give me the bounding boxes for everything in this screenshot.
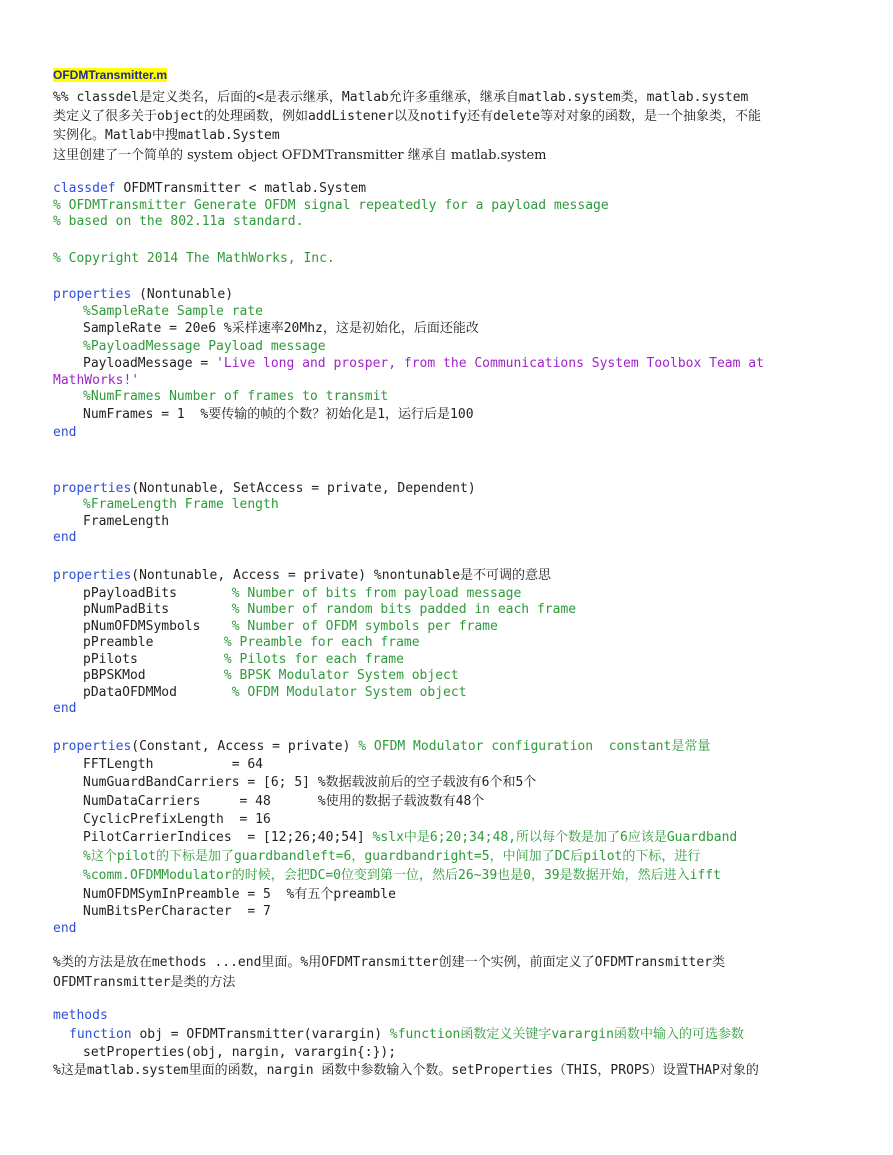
numframes-comment: %NumFrames Number of frames to transmit — [83, 389, 389, 404]
numframes-code: NumFrames = 1 — [83, 407, 201, 422]
pilotindices-comment: %slx中是6;20;34;48,所以每个数是加了6应该是Guardband — [372, 830, 738, 845]
payload-comment: %PayloadMessage Payload message — [83, 339, 326, 354]
intro-line-3: 实例化。Matlab中搜matlab.System — [53, 128, 280, 143]
property-row — [83, 685, 467, 701]
samplerate-comment: %SampleRate Sample rate — [83, 304, 264, 319]
intro-line-4: 这里创建了一个简单的 system object OFDMTransmitter 继承自 matlab.system — [53, 148, 547, 163]
properties-4-comment: % OFDM Modulator configuration constant是常量 — [358, 739, 711, 754]
guardband-code: NumGuardBandCarriers = [6; 5] — [83, 775, 318, 790]
properties-keyword: properties — [53, 568, 132, 583]
guardband-note: %数据载波前后的空子载波有6个和5个 — [317, 775, 537, 790]
bitsperchar-line: NumBitsPerCharacter = 7 — [83, 904, 271, 919]
payload-line — [83, 356, 764, 372]
classdef-comment-1: % OFDMTransmitter Generate OFDM signal repeatedly for a payload message — [53, 198, 609, 213]
preamble-note: %有五个preamble — [286, 887, 396, 902]
properties-4-end: end — [53, 921, 77, 936]
numframes-line — [83, 407, 474, 423]
classdef-keyword: classdef — [53, 181, 116, 196]
samplerate-line — [83, 321, 479, 337]
datacarriers-note: %使用的数据子载波数有48个 — [317, 794, 485, 809]
methods-note-1: %类的方法是放在methods ...end里面。%用OFDMTransmitter创建一个实例，前面定义了OFDMTransmitter类 — [53, 955, 726, 970]
property-name: pBPSKMod — [83, 668, 224, 683]
payload-code: PayloadMessage = — [83, 356, 217, 371]
classdef-line — [53, 181, 366, 197]
property-row — [83, 652, 404, 668]
methods-keyword: methods — [53, 1008, 108, 1023]
payload-string: 'Live long and prosper, from the Communications System Toolbox Team at — [216, 356, 764, 371]
properties-2-end: end — [53, 530, 77, 545]
properties-3-header — [53, 568, 551, 584]
property-comment: % Number of bits from payload message — [231, 586, 522, 601]
properties-3-note: %nontunable是不可调的意思 — [373, 568, 552, 583]
datacarriers-line — [83, 794, 484, 810]
properties-attributes: (Nontunable, SetAccess = private, Dependent) — [131, 481, 476, 496]
properties-4-header — [53, 739, 710, 755]
property-comment: % Preamble for each frame — [223, 635, 420, 650]
pilot-comment-2: %这个pilot的下标是加了guardbandleft=6，guardbandright=5，中间加了DC后pilot的下标，进行 — [83, 849, 701, 864]
intro-line-2: 类定义了很多关于object的处理函数，例如addListener以及notify还有delete等对对象的函数，是一个抽象类，不能 — [53, 109, 761, 124]
cyclicprefix-line: CyclicPrefixLength = 16 — [83, 812, 271, 827]
payload-string-continued: MathWorks!' — [53, 373, 140, 388]
file-title-line — [53, 67, 167, 84]
properties-2-header — [53, 481, 476, 497]
properties-keyword: properties — [53, 739, 132, 754]
function-comment: %function函数定义关键字varargin函数中输入的可选参数 — [389, 1027, 744, 1042]
framelength-comment: %FrameLength Frame length — [83, 497, 279, 512]
function-line — [69, 1027, 744, 1043]
properties-1-end: end — [53, 425, 77, 440]
property-comment: % BPSK Modulator System object — [223, 668, 459, 683]
intro-line-1: %% classdel是定义类名，后面的<是表示继承，Matlab允许多重继承，继承自matlab.system类，matlab.system — [53, 90, 749, 105]
property-name: pPilots — [83, 652, 224, 667]
pilot-comment-3: %comm.OFDMModulator的时候，会把DC=0位变到第一位，然后26~39也是0，39是数据开始，然后进入ifft — [83, 868, 721, 883]
property-row — [83, 635, 420, 651]
samplerate-code: SampleRate = 20e6 — [83, 321, 224, 336]
setproperties-note: %这是matlab.system里面的函数，nargin 函数中参数输入个数。setProperties（THIS，PROPS）设置THAP对象的 — [53, 1063, 759, 1078]
numframes-note: %要传输的帧的个数？初始化是1，运行后是100 — [200, 407, 474, 422]
property-comment: % Pilots for each frame — [223, 652, 404, 667]
pilotindices-code: PilotCarrierIndices = [12;26;40;54] — [83, 830, 373, 845]
methods-note-2: OFDMTransmitter是类的方法 — [53, 975, 236, 990]
preamble-line — [83, 887, 396, 903]
classdef-declaration: OFDMTransmitter < matlab.System — [115, 181, 367, 196]
property-row — [83, 586, 521, 602]
property-comment: % Number of random bits padded in each frame — [231, 602, 577, 617]
property-row — [83, 619, 498, 635]
framelength-line: FrameLength — [83, 514, 170, 529]
classdef-comment-2: % based on the 802.11a standard. — [53, 214, 304, 229]
property-comment: % OFDM Modulator System object — [231, 685, 467, 700]
property-comment: % Number of OFDM symbols per frame — [231, 619, 498, 634]
property-name: pPreamble — [83, 635, 224, 650]
samplerate-note: %采样速率20Mhz，这是初始化，后面还能改 — [223, 321, 479, 336]
setproperties-line: setProperties(obj, nargin, varargin{:}); — [83, 1045, 397, 1060]
properties-attributes: (Nontunable) — [131, 287, 234, 302]
copyright-comment: % Copyright 2014 The MathWorks, Inc. — [53, 251, 335, 266]
function-keyword: function — [69, 1027, 132, 1042]
properties-3-end: end — [53, 701, 77, 716]
properties-keyword: properties — [53, 287, 132, 302]
property-row — [83, 668, 459, 684]
properties-1-header — [53, 287, 233, 303]
property-name: pNumPadBits — [83, 602, 232, 617]
function-declaration: obj = OFDMTransmitter(varargin) — [131, 1027, 390, 1042]
file-title: OFDMTransmitter.m — [53, 68, 168, 82]
guardband-line — [83, 775, 536, 791]
property-name: pDataOFDMMod — [83, 685, 232, 700]
properties-attributes: (Constant, Access = private) — [131, 739, 359, 754]
property-row — [83, 602, 576, 618]
properties-attributes: (Nontunable, Access = private) — [131, 568, 374, 583]
fftlength-line: FFTLength = 64 — [83, 757, 264, 772]
property-name: pPayloadBits — [83, 586, 232, 601]
datacarriers-code: NumDataCarriers = 48 — [83, 794, 318, 809]
properties-keyword: properties — [53, 481, 132, 496]
pilotindices-line — [83, 830, 737, 846]
preamble-code: NumOFDMSymInPreamble = 5 — [83, 887, 287, 902]
property-name: pNumOFDMSymbols — [83, 619, 232, 634]
